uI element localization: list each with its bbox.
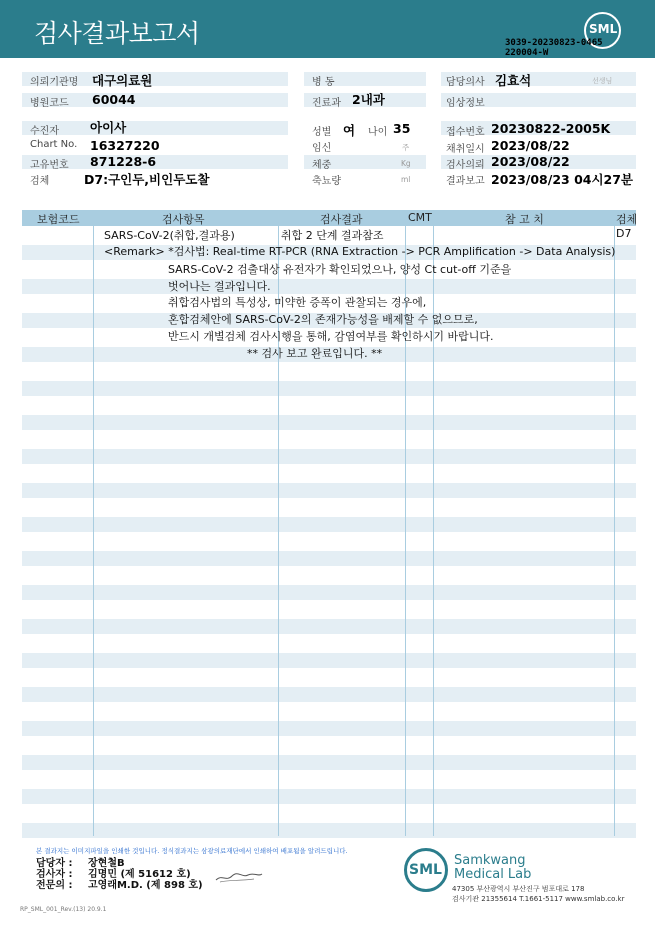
age-label: 나이: [368, 127, 388, 138]
doctor-label: 담당의사: [446, 77, 485, 88]
header-specimen: 검체: [616, 213, 638, 226]
hospital-code-value: 60044: [92, 92, 136, 107]
request-date-label: 검사의뢰: [446, 160, 485, 171]
table-row-stripe: [22, 789, 636, 804]
table-row-stripe: [22, 755, 636, 770]
signature-icon: [214, 868, 264, 886]
pregnancy-unit: 주: [402, 143, 410, 152]
age-value: 35: [393, 121, 411, 136]
samkwang-logo-text: SML: [409, 862, 442, 878]
table-row-stripe: [22, 483, 636, 498]
id-no-value: 871228-6: [90, 154, 157, 169]
request-date-value: 2023/08/22: [491, 154, 570, 169]
remark-line: SARS-CoV-2 검출대상 유전자가 확인되었으나, 양성 Ct cut-off 기준을: [168, 263, 512, 276]
weight-label: 체중: [312, 160, 332, 171]
staff-label: 전문의 :: [36, 880, 73, 891]
table-row-stripe: [22, 721, 636, 736]
header-cmt: CMT: [408, 211, 432, 224]
test-result-cell: 취합 2 단계 결과참조: [281, 229, 384, 242]
company-address: 47305 부산광역시 부산진구 범포대로 178: [452, 885, 585, 893]
report-complete-line: ** 검사 보고 완료입니다. **: [247, 347, 383, 360]
ward-label: 병 동: [312, 77, 335, 88]
remark-line: 혼합검체안에 SARS-CoV-2의 존재가능성을 배제할 수 없으므로,: [168, 313, 478, 326]
remark-line: 반드시 개별검체 검사시행을 통해, 감염여부를 확인하시기 바랍니다.: [168, 330, 494, 343]
hospital-code-label: 병원코드: [30, 98, 69, 109]
header-test-result: 검사결과: [320, 213, 363, 226]
table-row-stripe: [22, 551, 636, 566]
remark-line: 취합검사법의 특성상, 미약한 증폭이 관찰되는 경우에,: [168, 296, 427, 309]
institution-value: 대구의료원: [92, 73, 153, 88]
info-band: [22, 121, 288, 135]
header-reference: 참 고 치: [505, 213, 544, 226]
collection-date-value: 2023/08/22: [491, 138, 570, 153]
report-date-value: 2023/08/23 04시27분: [491, 172, 634, 187]
company-name: Medical Lab: [454, 867, 532, 882]
table-row-stripe: [22, 823, 636, 838]
patient-label: 수진자: [30, 126, 59, 137]
table-row-stripe: [22, 381, 636, 396]
table-row-stripe: [22, 415, 636, 430]
table-row-stripe: [22, 517, 636, 532]
sex-value: 여: [343, 123, 356, 138]
company-name: Samkwang: [454, 853, 526, 868]
specimen-value: D7:구인두,비인두도찰: [84, 172, 210, 187]
department-label: 진료과: [312, 98, 341, 109]
collection-date-label: 채취일시: [446, 144, 485, 155]
institution-label: 의뢰기관명: [30, 77, 79, 88]
report-title: 검사결과보고서: [34, 19, 200, 48]
accession-value: 20230822-2005K: [491, 121, 611, 136]
header-test-item: 검사항목: [162, 213, 205, 226]
sex-label: 성별: [312, 127, 332, 138]
doctor-value: 김효석: [495, 73, 532, 88]
id-no-label: 고유번호: [30, 160, 69, 171]
staff-value: 장현철B: [88, 858, 125, 869]
remark-line: 벗어나는 결과입니다.: [168, 280, 271, 293]
test-item-cell: SARS-CoV-2(취합,결과용): [104, 229, 235, 242]
chart-no-label: Chart No.: [30, 139, 78, 150]
urine-label: 축뇨량: [312, 176, 341, 187]
column-divider: [614, 210, 615, 836]
staff-value: 김명민 (제 51612 호): [88, 869, 191, 880]
table-row-stripe: [22, 687, 636, 702]
pregnancy-label: 임신: [312, 143, 332, 154]
header-insurance-code: 보험코드: [37, 213, 80, 226]
staff-value: 고영래M.D. (제 898 호): [88, 880, 203, 891]
weight-unit: Kg: [401, 159, 411, 168]
table-row-stripe: [22, 279, 636, 294]
report-date-label: 결과보고: [446, 176, 485, 187]
urine-unit: ml: [401, 175, 411, 184]
doctor-suffix: 선생님: [592, 77, 613, 85]
table-row-stripe: [22, 585, 636, 600]
table-row-stripe: [22, 653, 636, 668]
table-row-stripe: [22, 449, 636, 464]
table-row-stripe: [22, 619, 636, 634]
sml-logo-text: SML: [589, 22, 618, 36]
remark-line: <Remark> *검사법: Real-time RT-PCR (RNA Extraction -> PCR Amplification -> Data Analysis): [104, 245, 616, 258]
column-divider: [433, 210, 434, 836]
specimen-label: 검체: [30, 176, 50, 187]
patient-value: 아이사: [90, 120, 127, 135]
column-divider: [93, 210, 94, 836]
chart-no-value: 16327220: [90, 138, 160, 153]
accession-label: 접수번호: [446, 127, 485, 138]
clinical-info-label: 임상정보: [446, 98, 485, 109]
barcode-suffix: 220004-W: [505, 48, 549, 58]
staff-label: 담당자 :: [36, 858, 73, 869]
form-code: RP_SML_001_Rev.(13) 20.9.1: [20, 906, 107, 913]
specimen-cell: D7: [616, 227, 632, 240]
footer-notice: 본 결과지는 이미지파일을 인쇄한 것입니다. 정식결과지는 삼광의료재단에서 인쇄하여 배포됨을 알려드립니다.: [36, 847, 348, 855]
barcode-number: 3039-20230823-0465: [505, 38, 603, 48]
staff-label: 검사자 :: [36, 869, 73, 880]
company-contact: 검사기관 21355614 T.1661-5117 www.smlab.co.kr: [452, 895, 625, 903]
department-value: 2내과: [352, 92, 385, 107]
